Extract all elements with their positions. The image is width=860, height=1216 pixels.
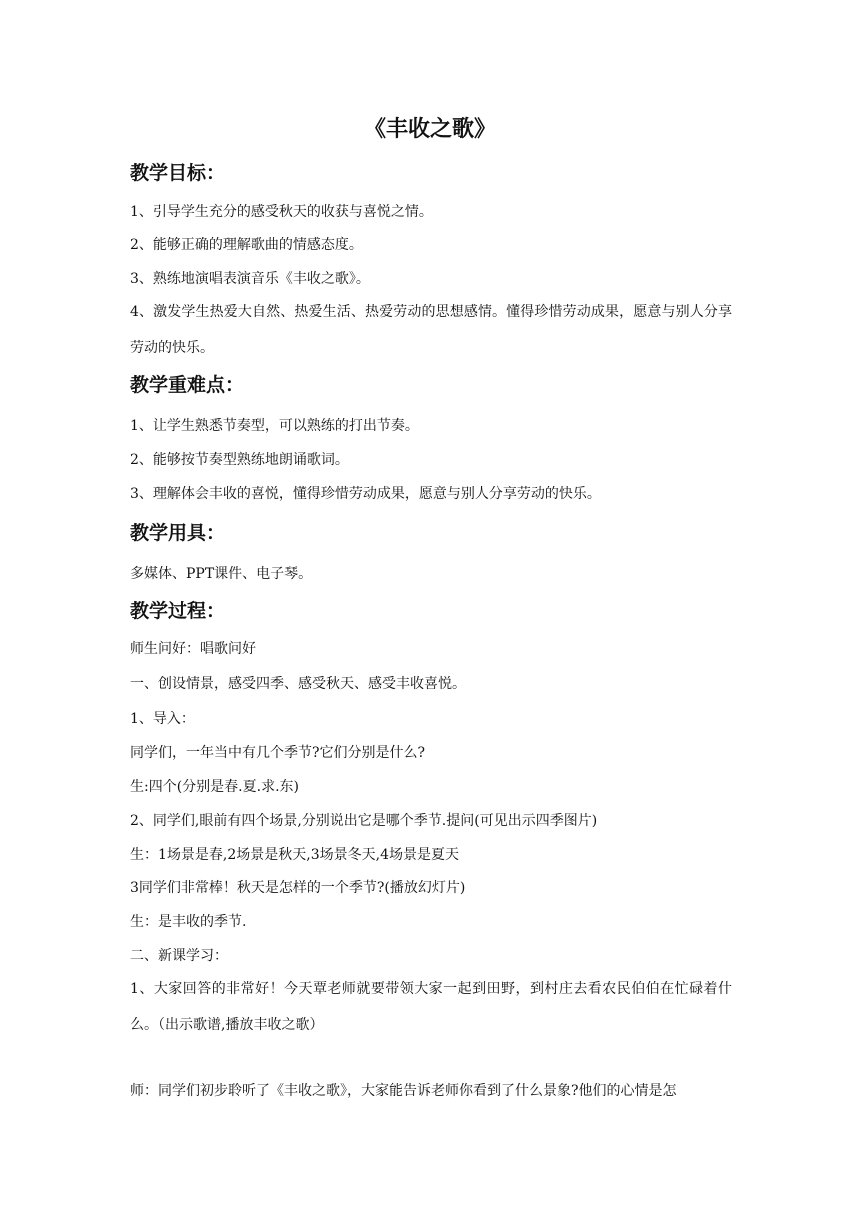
process-line-2: 一、创设情景，感受四季、感受秋天、感受丰收喜悦。 [130,676,466,692]
process-line-12: 师：同学们初步聆听了《丰收之歌》，大家能告诉老师你看到了什么景象?他们的心情是怎 [130,1083,677,1099]
process-line-1: 师生问好：唱歌问好 [130,641,256,657]
process-heading: 教学过程： [130,600,226,622]
process-line-8: 3同学们非常棒！秋天是怎样的一个季节?(播放幻灯片) [130,880,466,896]
objective-item-4: 4、激发学生热爱大自然、热爱生活、热爱劳动的思想感情。懂得珍惜劳动成果，愿意与别人分享劳动的快乐。 [130,304,732,356]
objectives-heading: 教学目标： [130,162,226,184]
tools-item-1: 多媒体、PPT课件、电子琴。 [130,566,313,582]
process-line-10: 二、新课学习： [130,948,228,964]
process-line-4: 同学们，一年当中有几个季节?它们分别是什么? [130,745,426,761]
key-point-item-3: 3、理解体会丰收的喜悦，懂得珍惜劳动成果，愿意与别人分享劳动的快乐。 [130,486,601,502]
process-line-11: 1、大家回答的非常好！今天覃老师就要带领大家一起到田野，到村庄去看农民伯伯在忙碌着什么。（出示歌谱,播放丰收之歌） [130,981,732,1033]
objective-item-2: 2、能够正确的理解歌曲的情感态度。 [130,237,363,253]
process-line-7: 生：1场景是春,2场景是秋天,3场景冬天,4场景是夏天 [130,847,459,863]
objective-item-1: 1、引导学生充分的感受秋天的收获与喜悦之情。 [130,204,433,220]
key-point-item-2: 2、能够按节奏型熟练地朗诵歌词。 [130,452,349,468]
process-line-9: 生：是丰收的季节. [130,914,247,930]
process-line-5: 生:四个(分别是春.夏.求.东) [130,779,299,795]
key-points-heading: 教学重难点： [130,374,245,396]
process-line-3: 1、导入： [130,711,195,727]
objective-item-3: 3、熟练地演唱表演音乐《丰收之歌》。 [130,271,370,287]
key-point-item-1: 1、让学生熟悉节奏型，可以熟练的打出节奏。 [130,418,419,434]
process-line-6: 2、同学们,眼前有四个场景,分别说出它是哪个季节.提问(可见出示四季图片) [130,813,598,829]
tools-heading: 教学用具： [130,522,226,544]
document-title: 《丰收之歌》 [363,117,496,142]
